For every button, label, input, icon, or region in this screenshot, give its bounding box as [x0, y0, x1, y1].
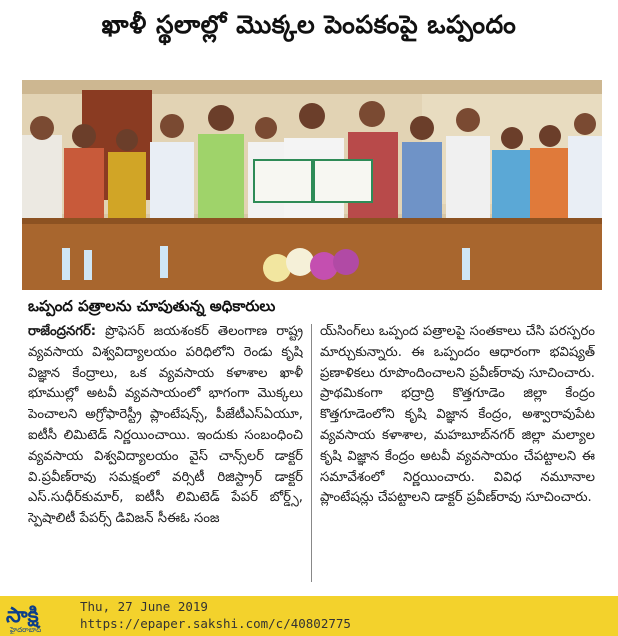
headline: ఖాళీ స్థలాల్లో మొక్కల పెంపకంపై ఒప్పందం [101, 10, 517, 39]
dateline: రాజేంద్రనగర్: [28, 324, 97, 339]
news-photo [22, 80, 602, 290]
photo-caption: ఒప్పంద పత్రాలను చూపుతున్న అధికారులు [28, 297, 276, 315]
sakshi-logo [4, 598, 64, 634]
article-body [28, 322, 596, 587]
footer-url[interactable]: https://epaper.sakshi.com/c/40802775 [80, 616, 351, 631]
epaper-footer [0, 596, 618, 636]
article-column-left [28, 322, 303, 587]
svg-text:హైదరాబాద్: హైదరాబాద్ [10, 626, 42, 634]
footer-date: Thu, 27 June 2019 [80, 599, 208, 614]
article-column-right [320, 322, 595, 587]
svg-text:సాక్షి: సాక్షి [6, 603, 39, 627]
column-divider [311, 324, 312, 582]
column-left-text: ప్రొఫెసర్ జయశంకర్ తెలంగాణ రాష్ట్ర వ్యవసాయ విశ్వవిద్యాలయం పరిధిలోని రెండు కృషి విజ్ఞాన కేంద్రాలు, ఒక వ్యవసాయ కళాశాల ఖాళీ భూముల్లో అటవీ వ్యవసాయంలో భాగంగా మొక్కలు పెంచాలని అగ్రోఫారెస్ట్రీ ప్లాంటేషన్స్, పీజేటీఎస్ఏయూ, ఐటీసీ లిమిటెడ్ నిర్ణయించాయి. ఇందుకు సంబంధించి వ్యవసాయ విశ్వవిద్యాలయం వైస్ చాన్స్‌లర్ డాక్టర్ వి.ప్రవీణ్‌రావు సమక్షంలో వర్సిటీ రిజిస్ట్రార్ డాక్టర్ ఎస్.సుధీర్‌కుమార్, ఐటీసీ లిమిటెడ్ పేపర్ బోర్డ్స్, స్పెషాలిటీ పేపర్స్ డివిజన్ సీఈఓ సంజ [28, 324, 303, 527]
column-right-text: య్‌సింగ్‌లు ఒప్పంద పత్రాలపై సంతకాలు చేసి పరస్పరం మార్చుకున్నారు. ఈ ఒప్పందం ఆధారంగా భవిష్యత్ ప్రణాళికలు రూపొందించాలని ప్రవీణ్‌రావు సూచించారు. ప్రాథమికంగా భద్రాద్రి కొత్తగూడెం జిల్లా కేంద్రం కొత్తగూడెంలోని కృషి విజ్ఞాన కేంద్రం, అశ్వారావుపేట వ్యవసాయ కళాశాల, మహబూబ్‌నగర్ జిల్లా మల్యాల కృషి విజ్ఞాన కేంద్రం అటవీ వ్యవసాయం చేపట్టాలని ఈ సమావేశంలో నిర్ణయించారు. వివిధ నమూనాల ప్లాంటేషన్లు చేపట్టాలని డాక్టర్ ప్రవీణ్‌రావు సూచించారు. [320, 324, 595, 506]
